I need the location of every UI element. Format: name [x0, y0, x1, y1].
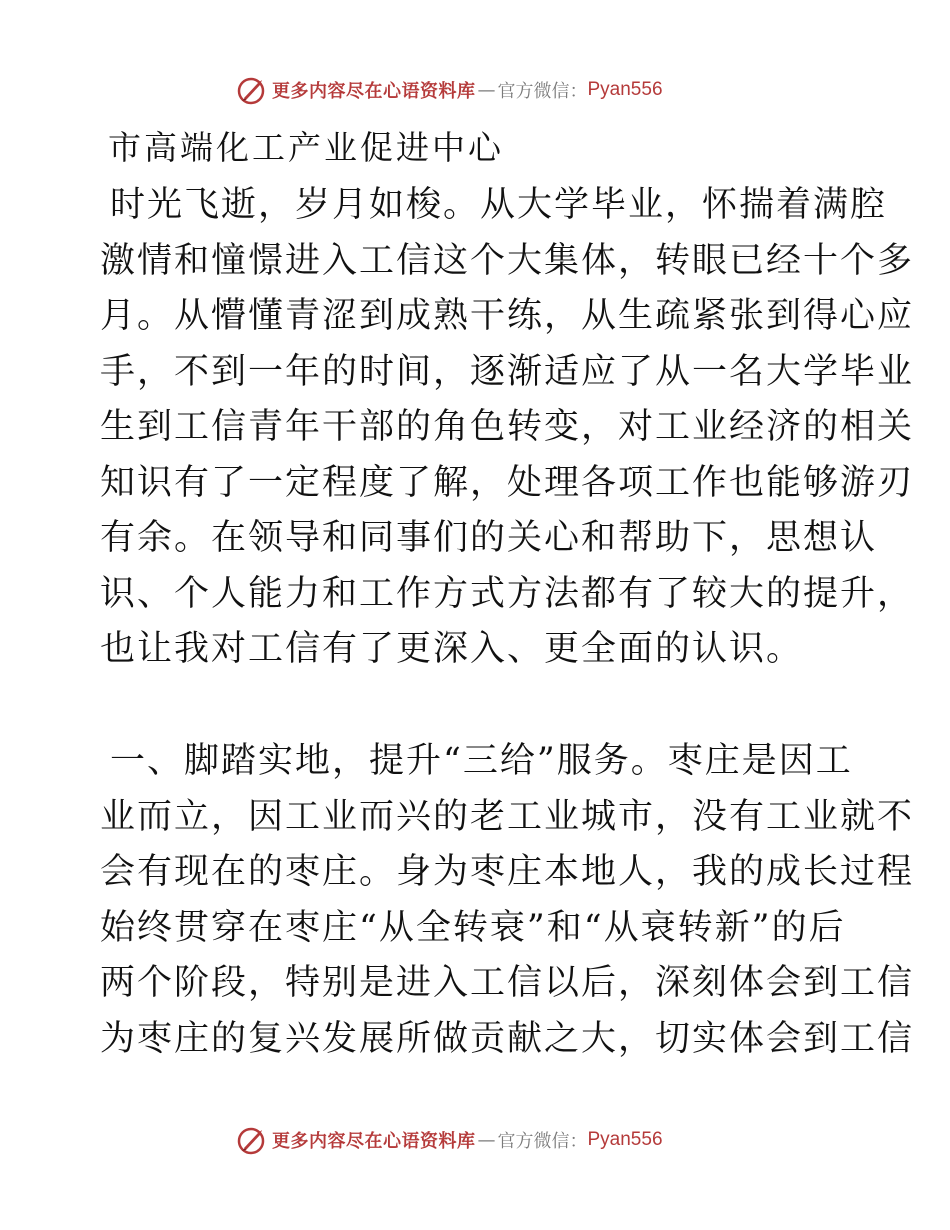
banner-separator: — [477, 1129, 496, 1151]
footer-watermark-banner [236, 1123, 663, 1157]
text-line: 一、脚踏实地，提升“三给”服务。枣庄是因工 [110, 741, 853, 781]
pen-logo-icon [236, 74, 268, 106]
text-line: 会有现在的枣庄。身为枣庄本地人，我的成长过程 [100, 852, 915, 892]
text-line: 为枣庄的复兴发展所做贡献之大，切实体会到工信 [100, 1018, 915, 1059]
header-watermark-banner [236, 73, 663, 107]
text-line: 有余。在领导和同事们的关心和帮助下，思想认 [100, 518, 878, 558]
banner-separator: — [477, 79, 496, 101]
pen-logo-icon [236, 1124, 268, 1156]
banner-text: 更多内容尽在心语资料库 [272, 1131, 476, 1152]
text-line: 激情和憧憬进入工信这个大集体，转眼已经十个多 [100, 240, 915, 281]
text-line: 也让我对工信有了更深入、更全面的认识。 [100, 629, 804, 669]
banner-wechat-label: 官方微信： [497, 1131, 588, 1152]
document-heading: 市高端化工产业促进中心 [108, 128, 504, 167]
text-line: 两个阶段，特别是进入工信以后，深刻体会到工信 [100, 963, 915, 1003]
text-line: 始终贯穿在枣庄“从全转衰”和“从衰转新”的后 [100, 907, 846, 948]
text-line: 手，不到一年的时间，逐渐适应了从一名大学毕业 [100, 351, 915, 392]
text-line: 业而立，因工业而兴的老工业城市，没有工业就不 [100, 796, 915, 837]
text-line: 知识有了一定程度了解，处理各项工作也能够游刃 [100, 462, 915, 503]
text-line: 识、个人能力和工作方式方法都有了较大的提升， [100, 573, 915, 614]
text-line: 生到工信青年干部的角色转变，对工业经济的相关 [100, 407, 915, 447]
banner-wechat-label: 官方微信： [497, 81, 588, 102]
paragraph-intro [100, 178, 915, 678]
banner-wechat-id: Pyan556 [587, 1129, 663, 1150]
banner-wechat-id: Pyan556 [587, 79, 663, 100]
text-line: 时光飞逝，岁月如梭。从大学毕业，怀揣着满腔 [110, 185, 888, 225]
paragraph-section-one [100, 734, 915, 1067]
banner-text: 更多内容尽在心语资料库 [272, 81, 476, 102]
text-line: 月。从懵懂青涩到成熟干练，从生疏紧张到得心应 [100, 296, 915, 336]
